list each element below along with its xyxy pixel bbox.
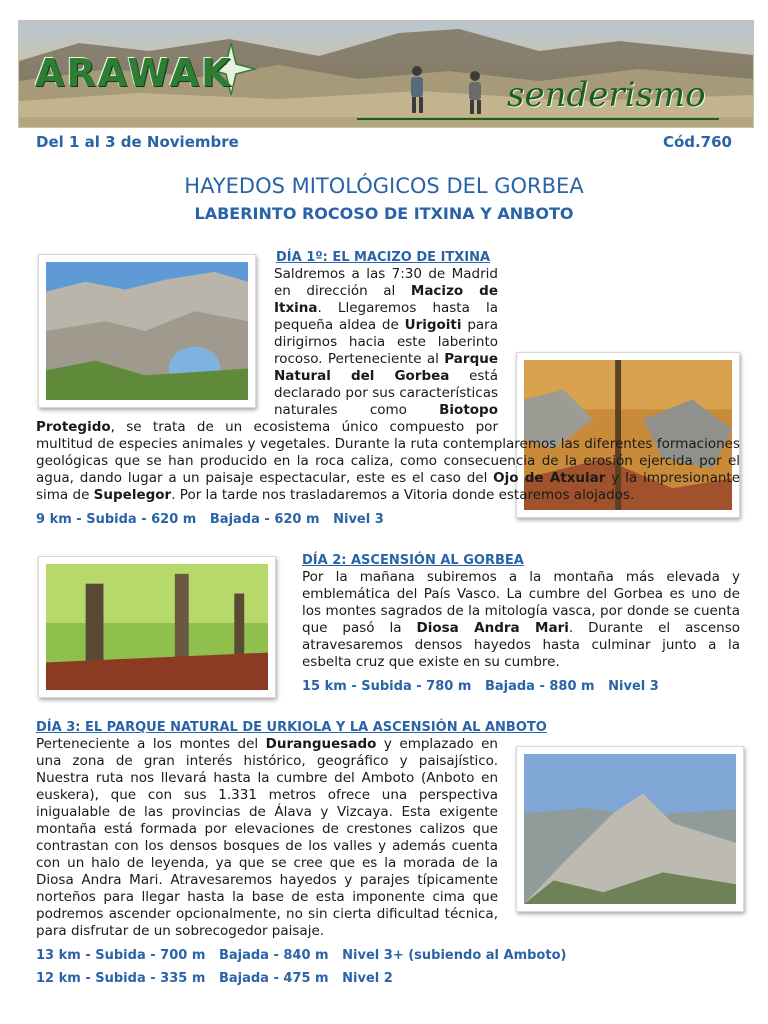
brand-logo: ARAWAK (35, 51, 233, 95)
brand-subtitle: senderismo (507, 75, 706, 115)
day3-stats-alt: 12 km - Subida - 335 m Bajada - 475 m Nivel 2 (36, 971, 393, 986)
day3-heading: DÍA 3: EL PARQUE NATURAL DE URKIOLA Y LA ASCENSIÓN AL ANBOTO (36, 720, 547, 735)
day2-stats: 15 km - Subida - 780 m Bajada - 880 m Nivel 3 (302, 679, 659, 694)
day1-description: Saldremos a las 7:30 de Madrid en dirección al Macizo de Itxina. Llegaremos hasta la pequeña aldea de Urigoiti para dirigirnos hacia este laberinto rocoso. Perteneciente al Parque Natural del Gorbea está declarado por sus características naturales como Biotopo Protegido, se trata de un ecosistema único compuesto por multitud de especies animales y vegetales. Durante la ruta contemplaremos las diferentes formaciones geológicas que se han producido en la roca caliza, como consecuencia de la erosión ejercida por el agua, dando lugar a un paisaje espectacular, este es el caso del Ojo de Atxular y la impresionante sima de Supelegor. Por la tarde nos trasladaremos a Vitoria donde estaremos alojados. (36, 266, 741, 503)
header-banner (18, 20, 754, 128)
photo-anboto-ridge (516, 746, 744, 912)
day2-description: Por la mañana subiremos a la montaña más elevada y emblemática del País Vasco. La cumbre del Gorbea es uno de los montes sagrados de la mitología vasca, por donde se cuenta que pasó la Diosa Andra Mari. Durante el ascenso atravesaremos densos hayedos hasta culminar junto a la esbelta cruz que existe en su cumbre. (302, 569, 740, 670)
trip-code: Cód.760 (662, 133, 732, 151)
day3-description: Perteneciente a los montes del Duranguesado y emplazado en una zona de gran interés histórico, geográfico y paisajístico. Nuestra ruta nos llevará hasta la cumbre del Amboto (Anboto en euskera), que con sus 1.331 metros ofrece una perspectiva inigualable de las provincias de Álava y Vizcaya. Esta exigente montaña está formada por elevaciones de crestones calizos que contrastan con los densos bosques de los valles y además cuenta con un halo de leyenda, ya que se cree que es la morada de la Diosa Andra Mari. Atravesaremos hayedos y parajes típicamente norteños para llegar hasta la base de esta imponente cima que podremos ascender opcionalmente, no sin cierta dificultad técnica, para disfrutar de un sobrecogedor paisaje. (36, 736, 498, 939)
day3-stats: 13 km - Subida - 700 m Bajada - 840 m Nivel 3+ (subiendo al Amboto) (36, 948, 567, 963)
photo-beech-forest (38, 556, 276, 698)
day1-stats: 9 km - Subida - 620 m Bajada - 620 m Nivel 3 (36, 512, 384, 527)
day2-heading: DÍA 2: ASCENSIÓN AL GORBEA (302, 553, 524, 568)
trip-dates: Del 1 al 3 de Noviembre (36, 133, 239, 151)
trip-subtitle: LABERINTO ROCOSO DE ITXINA Y ANBOTO (194, 204, 574, 223)
day1-heading: DÍA 1º: EL MACIZO DE ITXINA (276, 250, 491, 265)
trip-title: HAYEDOS MITOLÓGICOS DEL GORBEA (184, 174, 584, 198)
